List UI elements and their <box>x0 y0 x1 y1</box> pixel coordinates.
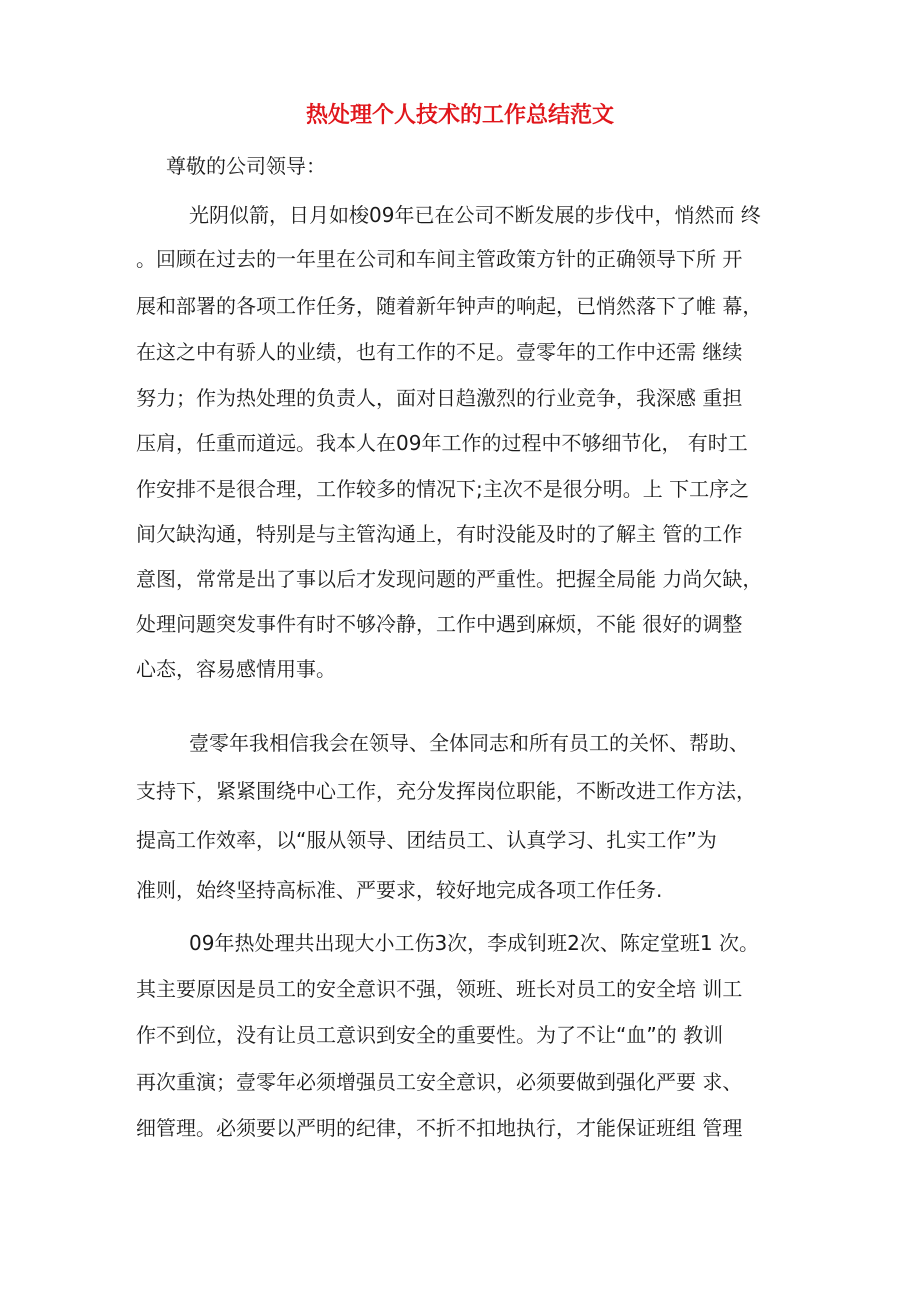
paragraph-3-line-3: 作不到位，没有让员工意识到安全的重要性。为了不让“血”的 教训 <box>136 1023 724 1047</box>
paragraph-2-line-1: 壹零年我相信我会在领导、全体同志和所有员工的关怀、帮助、 <box>189 731 749 755</box>
paragraph-3-line-1: 09年热处理共出现大小工伤3次，李成钊班2次、陈定堂班1 次。 <box>189 931 759 955</box>
paragraph-3-line-2: 其主要原因是员工的安全意识不强，领班、班长对员工的安全培 训工 <box>136 977 743 1001</box>
paragraph-2-line-2: 支持下，紧紧围绕中心工作，充分发挥岗位职能，不断改进工作方法， <box>136 779 756 803</box>
paragraph-1-line-1: 光阴似箭，日月如梭09年已在公司不断发展的步伐中，悄然而 终 <box>189 203 761 227</box>
salutation: 尊敬的公司领导： <box>166 154 326 178</box>
paragraph-1-line-2: 。回顾在过去的一年里在公司和车间主管政策方针的正确领导下所 开 <box>136 247 743 271</box>
paragraph-1-line-4: 在这之中有骄人的业绩，也有工作的不足。壹零年的工作中还需 继续 <box>136 340 743 364</box>
paragraph-1-line-8: 间欠缺沟通，特别是与主管沟通上，有时没能及时的了解主 管的工作 <box>136 522 743 546</box>
paragraph-2-line-3: 提高工作效率，以“服从领导、团结员工、认真学习、扎实工作”为 <box>136 828 717 852</box>
paragraph-1-line-9: 意图，常常是出了事以后才发现问题的严重性。把握全局能 力尚欠缺， <box>136 567 763 591</box>
paragraph-1-line-5: 努力；作为热处理的负责人，面对日趋激烈的行业竞争，我深感 重担 <box>136 386 743 410</box>
paragraph-3-line-5: 细管理。必须要以严明的纪律，不折不扣地执行，才能保证班组 管理 <box>136 1116 743 1140</box>
paragraph-1-line-3: 展和部署的各项工作任务，随着新年钟声的响起，已悄然落下了帷 幕， <box>136 294 763 318</box>
paragraph-1-line-11: 心态，容易感情用事。 <box>136 657 336 681</box>
paragraph-1-line-7: 作安排不是很合理，工作较多的情况下;主次不是很分明。上 下工序之 <box>136 477 750 501</box>
paragraph-1-line-10: 处理问题突发事件有时不够冷静，工作中遇到麻烦，不能 很好的调整 <box>136 612 743 636</box>
paragraph-1-line-6: 压肩，任重而道远。我本人在09年工作的过程中不够细节化， 有时工 <box>136 431 748 455</box>
document-title: 热处理个人技术的工作总结范文 <box>305 103 614 128</box>
paragraph-2-line-4: 准则，始终坚持高标准、严要求，较好地完成各项工作任务. <box>136 878 663 902</box>
paragraph-3-line-4: 再次重演；壹零年必须增强员工安全意识，必须要做到强化严要 求、 <box>136 1070 743 1094</box>
